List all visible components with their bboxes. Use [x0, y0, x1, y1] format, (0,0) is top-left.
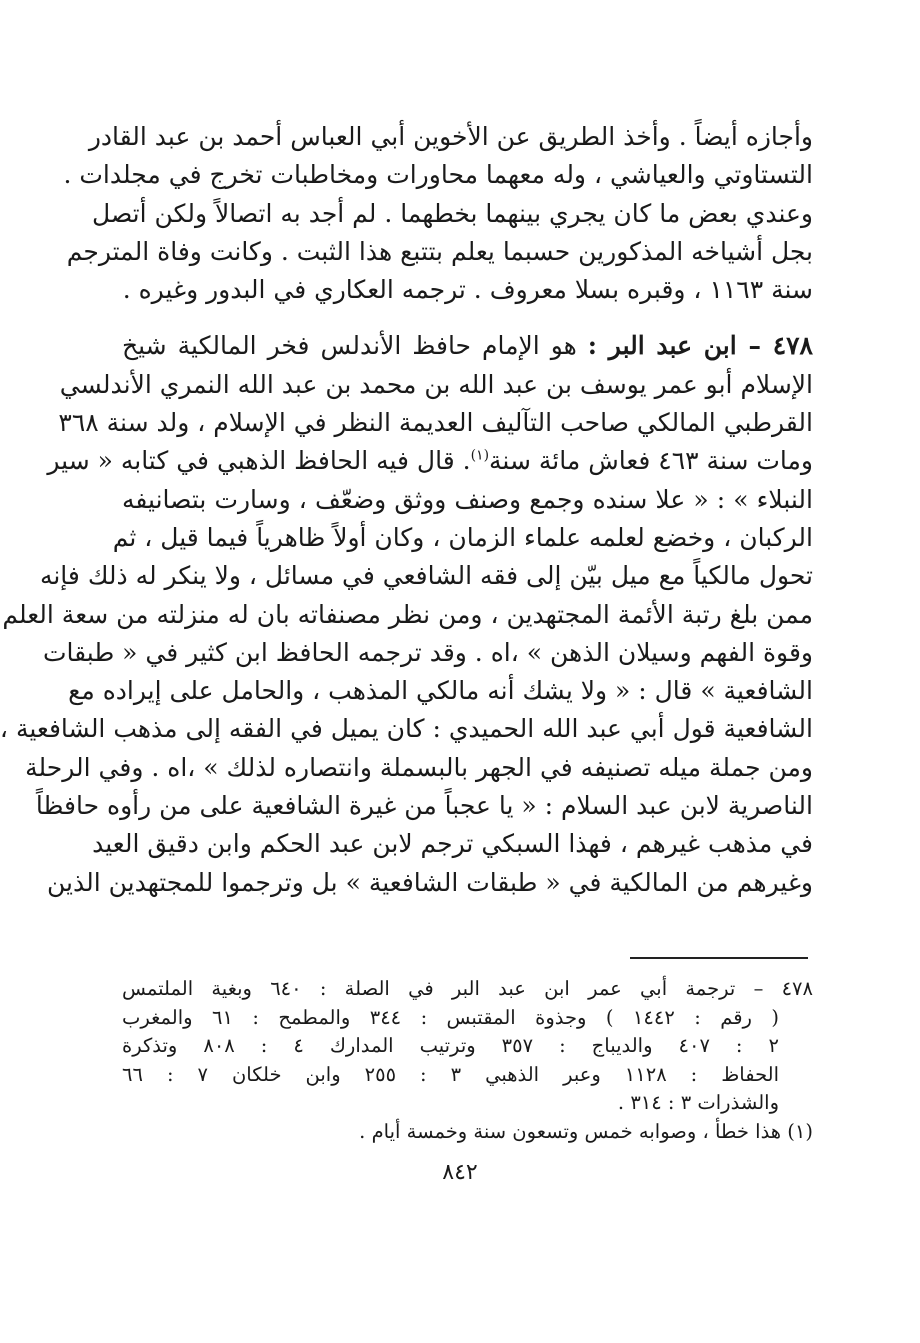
footnote-separator [630, 957, 808, 959]
text-line: تحول مالكياً مع ميل بيّن إلى فقه الشافعي في مسائل ، ولا ينكر له ذلك فإنه [39, 561, 813, 591]
text-segment: ومات سنة ٤٦٣ فعاش مائة سنة [489, 446, 813, 476]
footnote-line: ٢ : ٤٠٧ والديباج : ٣٥٧ وترتيب المدارك ٤ : ٨٠٨ وتذكرة [122, 1034, 779, 1058]
text-line: بجل أشياخه المذكورين حسبما يعلم بتتبع هذا الثبت . وكانت وفاة المترجم [66, 236, 813, 266]
entry-478 [0, 327, 813, 901]
text-line: الشافعية » قال : « ولا يشك أنه مالكي المذهب ، والحامل على إيراده مع [68, 676, 813, 706]
main-text [0, 118, 813, 902]
text-line: وقوة الفهم وسيلان الذهن » ،اه . وقد ترجمه الحافظ ابن كثير في « طبقات [42, 637, 813, 667]
entry-heading-line [122, 327, 813, 365]
text-line: الشافعية قول أبي عبد الله الحميدي : كان يميل في الفقه إلى مذهب الشافعية ، [0, 714, 813, 744]
text-line: الإسلام أبو عمر يوسف بن عبد الله بن محمد بن عبد الله النمري الأندلسي [59, 369, 813, 399]
footnote-line: الحفاظ : ١١٢٨ وعبر الذهبي ٣ : ٢٥٥ وابن خلكان ٧ : ٦٦ [122, 1062, 780, 1086]
page-number: ٨٤٢ [442, 1160, 478, 1185]
text-line: الناصرية لابن عبد السلام : « يا عجباً من غيرة الشافعية على من رأوه حافظاً [35, 791, 813, 821]
text-line: سنة ١١٦٣ ، وقبره بسلا معروف . ترجمه العكاري في البدور وغيره . [122, 275, 813, 305]
text-line: التستاوتي والعياشي ، وله معهما محاورات ومخاطبات تخرج في مجلدات . [63, 160, 813, 190]
entry-title: ٤٧٨ – ابن عبد البر : [587, 331, 813, 361]
text-line: وعندي بعض ما كان يجري بينهما بخطهما . لم أجد به اتصالاً ولكن أتصل [92, 198, 813, 228]
text-line: وغيرهم من المالكية في « طبقات الشافعية » بل وترجموا للمجتهدين الذين [46, 867, 813, 897]
text-line: ومن جملة ميله تصنيفه في الجهر بالبسملة وانتصاره لذلك » ،اه . وفي الرحلة [25, 752, 813, 782]
text-line: الركبان ، وخضع لعلمه علماء الزمان ، وكان أولاً ظاهرياً فيما قيل ، ثم [112, 522, 813, 552]
text-line: النبلاء » : « علا سنده وجمع وصنف ووثق وضعّف ، وسارت بتصانيفه [122, 484, 813, 514]
entry-first-line: هو الإمام حافظ الأندلس فخر المالكية شيخ [122, 331, 577, 361]
text-line: وأجازه أيضاً . وأخذ الطريق عن الأخوين أبي العباس أحمد بن عبد القادر [88, 122, 813, 151]
footnotes [122, 975, 813, 1147]
text-line: ممن بلغ رتبة الأئمة المجتهدين ، ومن نظر مصنفاته بان له منزلته من سعة العلم [2, 599, 813, 629]
text-segment: . قال فيه الحافظ الذهبي في كتابه « سير [47, 446, 471, 476]
footnote-line: والشذرات ٣ : ٣١٤ . [617, 1091, 779, 1115]
footnote-note-1: (١) هذا خطأ ، وصوابه خمس وتسعون سنة وخمسة أيام . [359, 1119, 813, 1143]
text-line-with-footnote [47, 442, 813, 480]
text-line: القرطبي المالكي صاحب التآليف العديمة النظر في الإسلام ، ولد سنة ٣٦٨ [58, 408, 813, 438]
footnote-line: ٤٧٨ – ترجمة أبي عمر ابن عبد البر في الصلة : ٦٤٠ وبغية الملتمس [122, 977, 813, 1000]
footnote-marker: (١) [470, 448, 490, 465]
text-line: في مذهب غيرهم ، فهذا السبكي ترجم لابن عبد الحكم وابن دقيق العيد [92, 829, 813, 859]
paragraph-previous-entry [63, 118, 813, 309]
footnote-line: ( رقم : ١٤٤٢ ) وجذوة المقتبس : ٣٤٤ والمطمح : ٦١ والمغرب [122, 1005, 779, 1029]
